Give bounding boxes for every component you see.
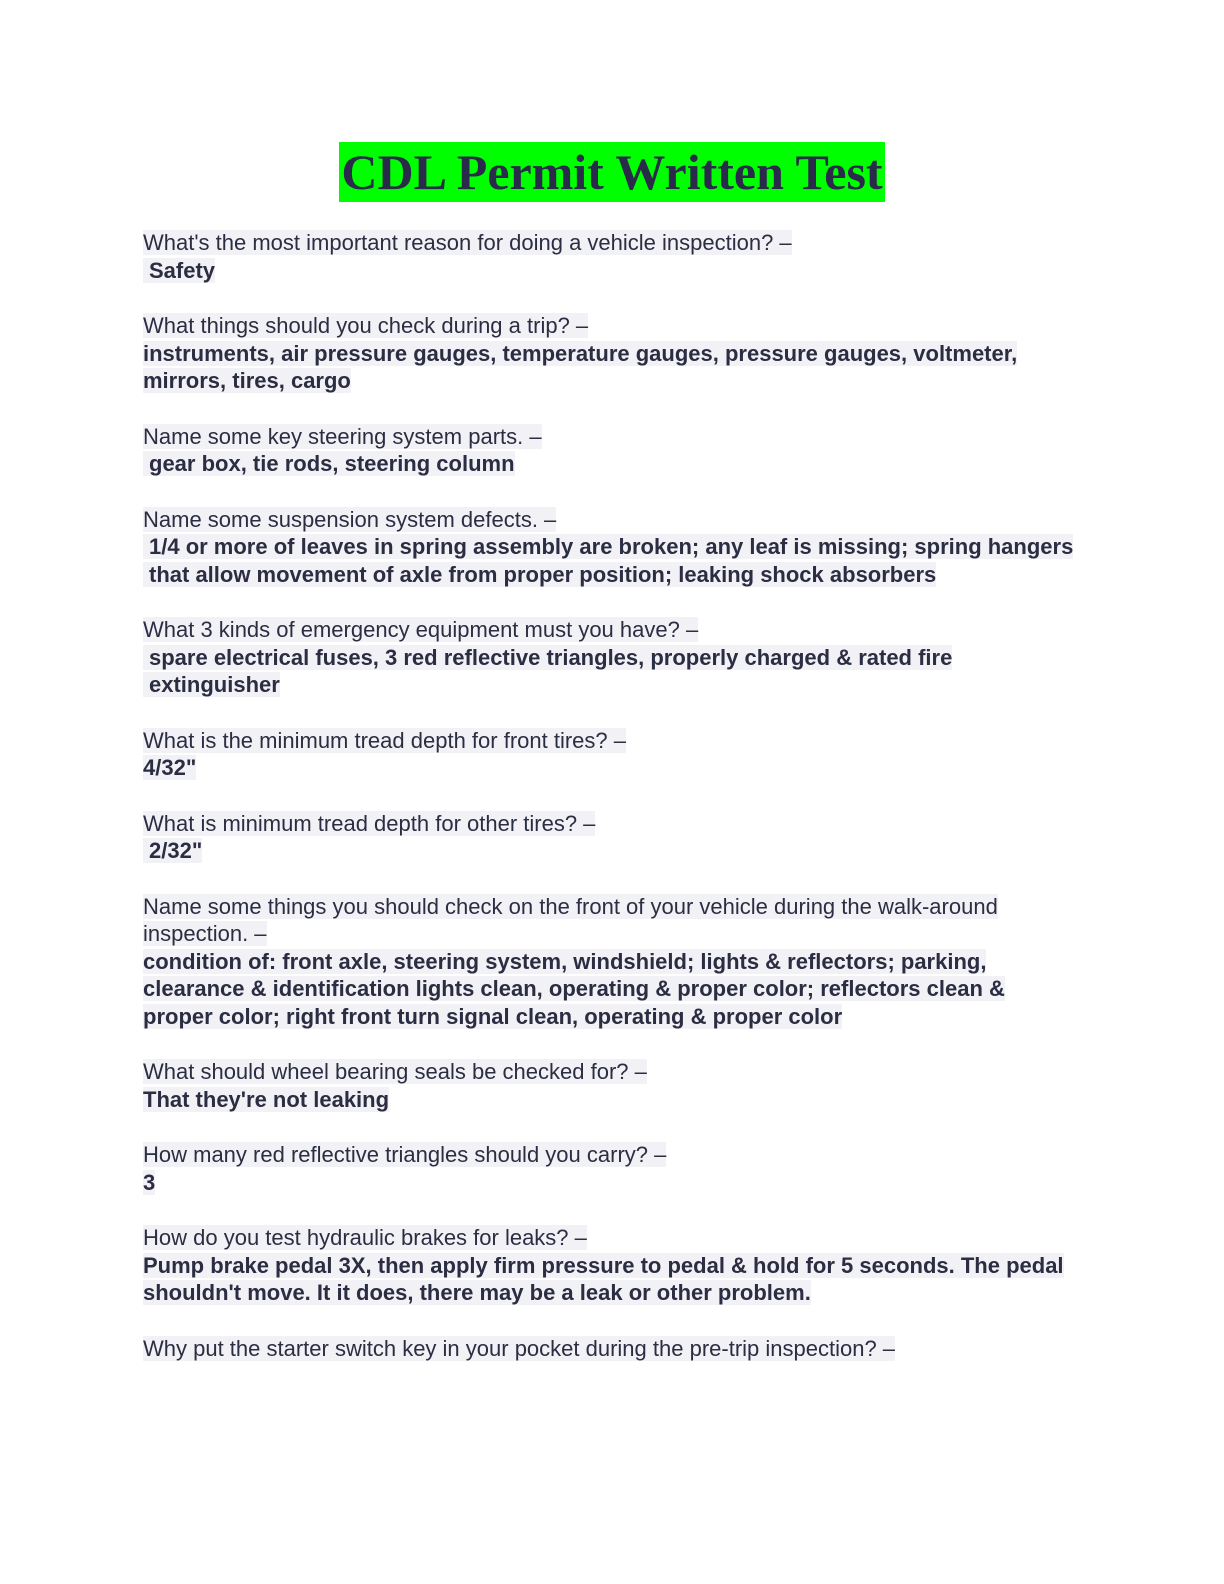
question-text: What is minimum tread depth for other tires? – xyxy=(143,810,596,836)
qa-item xyxy=(143,229,1078,284)
answer-text: Pump brake pedal 3X, then apply firm pressure to pedal & hold for 5 seconds. The pedal shouldn't move. It it does, there may be a leak or other problem. xyxy=(143,1252,1064,1305)
qa-item xyxy=(143,727,1078,782)
question-text: What should wheel bearing seals be checked for? – xyxy=(143,1059,647,1084)
qa-item xyxy=(143,1058,1078,1113)
qa-item xyxy=(143,1335,1078,1363)
question-text: Name some suspension system defects. – xyxy=(143,506,557,532)
qa-item xyxy=(143,1141,1078,1196)
qa-item xyxy=(143,893,1078,1031)
answer-text: 4/32" xyxy=(143,755,197,780)
question-text: How many red reflective triangles should you carry? – xyxy=(143,1142,667,1167)
qa-item xyxy=(143,616,1078,699)
qa-item xyxy=(143,810,1078,865)
answer-text: Safety xyxy=(143,257,1078,285)
question-text: What things should you check during a trip? – xyxy=(143,313,589,338)
qa-item xyxy=(143,423,1078,478)
answer-text: spare electrical fuses, 3 red reflective triangles, properly charged & rated fire extinguisher xyxy=(143,644,1078,699)
question-text: What's the most important reason for doing a vehicle inspection? – xyxy=(143,230,792,255)
answer-text: 2/32" xyxy=(143,837,1078,865)
answer-text: instruments, air pressure gauges, temperature gauges, pressure gauges, voltmeter, mirrors, tires, cargo xyxy=(143,340,1018,393)
qa-item xyxy=(143,312,1078,395)
answer-text: That they're not leaking xyxy=(143,1086,390,1112)
answer-text: condition of: front axle, steering system, windshield; lights & reflectors; parking, clearance & identification lights clean, operating & proper color; reflectors clean & proper color; right front turn signal clean, operating & proper color xyxy=(143,948,1005,1029)
page-title: CDL Permit Written Test xyxy=(341,144,883,200)
question-text: What is the minimum tread depth for front tires? – xyxy=(143,727,626,753)
title-container xyxy=(0,142,1224,202)
question-text: What 3 kinds of emergency equipment must you have? – xyxy=(143,617,699,642)
answer-text: 3 xyxy=(143,1169,156,1195)
qa-list xyxy=(143,229,1078,1390)
question-text: Why put the starter switch key in your pocket during the pre-trip inspection? – xyxy=(143,1335,896,1361)
question-text: How do you test hydraulic brakes for leaks? – xyxy=(143,1225,587,1250)
qa-item xyxy=(143,1224,1078,1307)
answer-text: gear box, tie rods, steering column xyxy=(143,450,1078,478)
qa-item xyxy=(143,506,1078,589)
question-text: Name some key steering system parts. – xyxy=(143,423,542,449)
question-text: Name some things you should check on the front of your vehicle during the walk-around inspection. – xyxy=(143,893,998,946)
answer-text: 1/4 or more of leaves in spring assembly are broken; any leaf is missing; spring hangers that allow movement of axle from proper position; leaking shock absorbers xyxy=(143,533,1078,588)
